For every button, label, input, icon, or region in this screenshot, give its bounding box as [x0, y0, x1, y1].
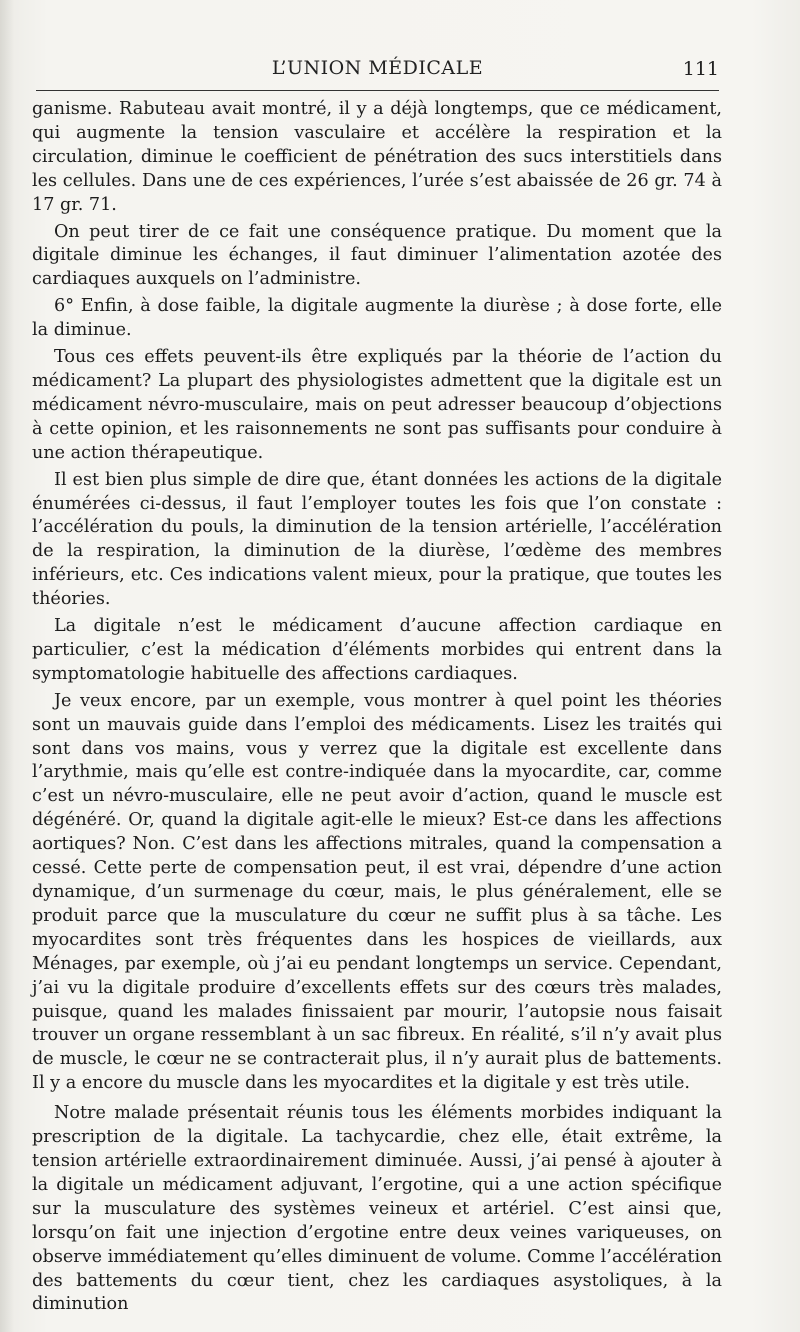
- paragraph-1: ganisme. Rabuteau avait montré, il y a déjà longtemps, que ce médicament, qui augmente la tension vasculaire et accélère la respiration et la circulation, diminue le coefficient de pénétration des sucs interstitiels dans les cellules. Dans une de ces expériences, l’urée s’est abaissée de 26 gr. 74 à 17 gr. 71.: [32, 99, 722, 215]
- paragraph-4: Tous ces effets peuvent-ils être expliqués par la théorie de l’action du médicament? La plupart des physiologistes admettent que la digitale est un médicament névro-musculaire, mais on peut adresser beaucoup d’objections à cette opinion, et les raisonnements ne sont pas suffisants pour conduire à une action thérapeutique.: [32, 347, 722, 463]
- header-rule: [36, 90, 719, 91]
- paragraph-3: 6° Enfin, à dose faible, la digitale augmente la diurèse ; à dose forte, elle la diminue.: [32, 296, 722, 341]
- paragraph-7: Je veux encore, par un exemple, vous montrer à quel point les théories sont un mauvais guide dans l’emploi des médicaments. Lisez les traités qui sont dans vos mains, vous y verrez que la digitale est excellente dans l’arythmie, mais qu’elle est contre-indiquée dans la myocardite, car, comme c’est un névro-musculaire, elle ne peut avoir d’action, quand le muscle est dégénéré. Or, quand la digitale agit-elle le mieux? Est-ce dans les affections aortiques? Non. C’est dans les affections mitrales, quand la compensation a cessé. Cette perte de compensation peut, il est vrai, dépendre d’une action dynamique, d’un surmenage du cœur, mais, le plus généralement, elle se produit parce que la musculature du cœur ne suffit plus à sa tâche. Les myocardites sont très fréquentes dans les hospices de vieillards, aux Ménages, par exemple, où j’ai eu pendant longtemps un service. Cependant, j’ai vu la digitale produire d’excellents effets sur des cœurs très malades, puisque, quand les malades finissaient par mourir, l’autopsie nous faisait trouver un organe ressemblant à un sac fibreux. En réalité, s’il n’y avait plus de muscle, le cœur ne se contracterait plus, il n’y aurait plus de battements. Il y a encore du muscle dans les myocardites et la digitale y est très utile.: [32, 690, 722, 1094]
- paragraph-8: Notre malade présentait réunis tous les éléments morbides indiquant la prescription de la digitale. La tachycardie, chez elle, était extrême, la tension artérielle extraordinairement diminuée. Aussi, j’ai pensé à ajouter à la digitale un médicament adjuvant, l’ergotine, qui a une action spécifique sur la musculature des systèmes veineux et artériel. C’est ainsi que, lorsqu’on fait une injection d’ergotine entre deux veines variqueuses, on observe immédiatement qu’elles diminuent de volume. Comme l’accélération des battements du cœur tient, chez les cardiaques asystoliques, à la diminution: [32, 1103, 723, 1315]
- binding-shadow: [0, 0, 14, 1332]
- body-text: [32, 98, 722, 1317]
- paragraph-5: Il est bien plus simple de dire que, étant données les actions de la digitale énumérées ci-dessus, il faut l’employer toutes les fois que l’on constate : l’accélération du pouls, la diminution de la tension artérielle, l’accélération de la respiration, la diminution de la diurèse, l’œdème des membres inférieurs, etc. Ces indications valent mieux, pour la pratique, que toutes les théories.: [32, 469, 722, 610]
- page-number: 111: [682, 58, 719, 80]
- page-header: [36, 55, 719, 87]
- paragraph-2: On peut tirer de ce fait une conséquence pratique. Du moment que la digitale diminue les échanges, il faut diminuer l’alimentation azotée des cardiaques auxquels on l’administre.: [32, 221, 722, 290]
- paragraph-6: La digitale n’est le médicament d’aucune affection cardiaque en particulier, c’est la médication d’éléments morbides qui entrent dans la symptomatologie habituelle des affections cardiaques.: [32, 616, 722, 684]
- running-title: L’UNION MÉDICALE: [271, 57, 484, 79]
